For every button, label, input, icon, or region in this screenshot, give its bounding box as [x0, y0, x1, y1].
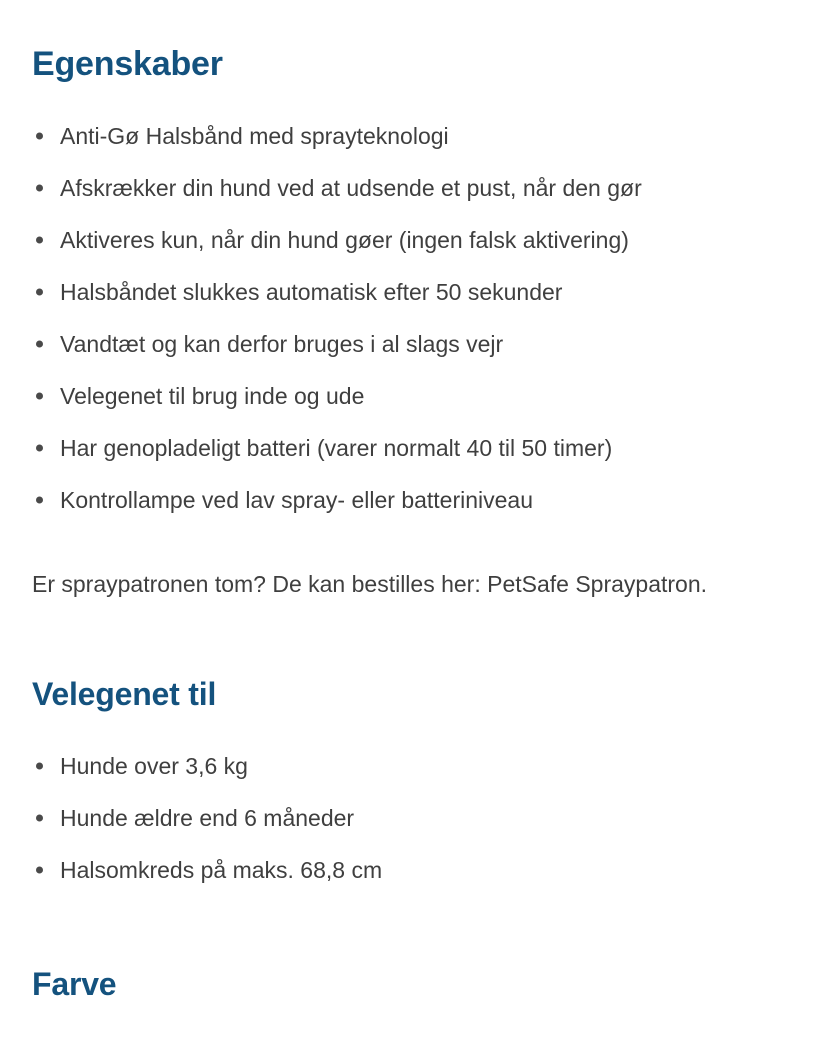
bullet-icon	[36, 497, 43, 504]
bullet-icon	[36, 289, 43, 296]
list-item	[32, 318, 790, 370]
list-item	[32, 266, 790, 318]
list-item-label: Har genopladeligt batteri (varer normalt 40 til 50 timer)	[60, 434, 613, 461]
list-item-label: Aktiveres kun, når din hund gøer (ingen falsk aktivering)	[60, 226, 629, 253]
list-item	[32, 370, 790, 422]
suited-for-list-wrap	[32, 740, 790, 896]
list-item-label: Vandtæt og kan derfor bruges i al slags vejr	[60, 330, 504, 357]
list-item	[32, 844, 790, 896]
bullet-icon	[36, 445, 43, 452]
list-item-label: Kontrollampe ved lav spray- eller batteriniveau	[60, 486, 534, 513]
list-item	[32, 474, 790, 526]
list-item	[32, 422, 790, 474]
section-heading-suited-for: Velegenet til	[32, 675, 217, 712]
list-item-label: Afskrækker din hund ved at udsende et pust, når den gør	[60, 174, 642, 201]
suited-for-heading-wrap	[32, 675, 790, 712]
list-item	[32, 740, 790, 792]
section-heading-color: Farve	[32, 965, 117, 1002]
features-list	[32, 110, 790, 526]
list-item	[32, 162, 790, 214]
list-item-label: Halsomkreds på maks. 68,8 cm	[60, 856, 383, 883]
list-item-label: Anti-Gø Halsbånd med sprayteknologi	[60, 122, 449, 149]
bullet-icon	[36, 866, 43, 873]
section-heading-features: Egenskaber	[32, 45, 223, 83]
refill-note-text: Er spraypatronen tom? De kan bestilles her: PetSafe Spraypatron.	[32, 571, 708, 597]
list-item	[32, 792, 790, 844]
list-item	[32, 110, 790, 162]
bullet-icon	[36, 341, 43, 348]
bullet-icon	[36, 393, 43, 400]
bullet-icon	[36, 814, 43, 821]
bullet-icon	[36, 762, 43, 769]
refill-note-wrap	[32, 570, 790, 600]
list-item	[32, 214, 790, 266]
suited-for-list	[32, 740, 790, 896]
bullet-icon	[36, 185, 43, 192]
list-item-label: Hunde ældre end 6 måneder	[60, 804, 355, 831]
color-heading-wrap	[32, 965, 790, 1002]
list-item-label: Halsbåndet slukkes automatisk efter 50 sekunder	[60, 278, 563, 305]
bullet-icon	[36, 133, 43, 140]
features-list-wrap	[32, 110, 790, 526]
bullet-icon	[36, 237, 43, 244]
list-item-label: Hunde over 3,6 kg	[60, 752, 248, 779]
list-item-label: Velegenet til brug inde og ude	[60, 382, 365, 409]
